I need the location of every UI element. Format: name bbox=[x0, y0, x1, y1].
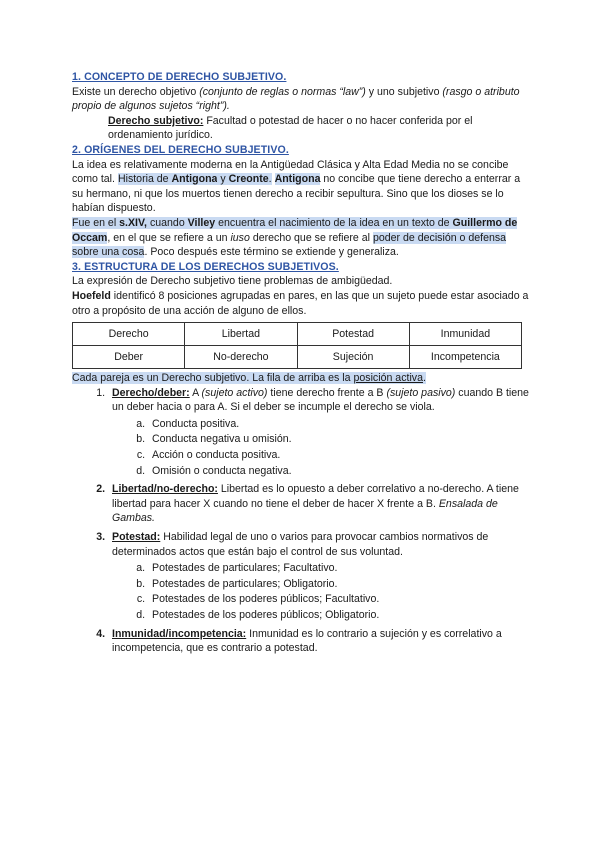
table-cell: Derecho bbox=[73, 323, 185, 346]
highlight-text: . bbox=[268, 173, 272, 186]
definition-term: Derecho subjetivo: bbox=[108, 114, 204, 127]
text-italic: (conjunto de reglas o normas “law”) bbox=[199, 85, 366, 98]
list-item bbox=[108, 530, 532, 623]
text: , en el que se refiere a un bbox=[107, 231, 231, 244]
text: Inmunidad es lo contrario a sujeción y es correlativo a incompetencia, que es contrario a potestad. bbox=[112, 627, 502, 655]
sub-list bbox=[112, 561, 532, 622]
table-row bbox=[73, 346, 522, 369]
text: tiene derecho frente a B bbox=[267, 386, 387, 399]
text: no concibe que tiene derecho a enterrar a su hermano, ni que los muertos tienen derecho a recibir sepultura. Sino que los dioses se lo habían dispuesto. bbox=[72, 173, 521, 215]
list-item bbox=[108, 386, 532, 479]
table-cell: No-derecho bbox=[185, 346, 297, 369]
highlight-bold-text: Antigona bbox=[274, 173, 321, 186]
section-3-heading: 3. ESTRUCTURA DE LOS DERECHOS SUBJETIVOS. bbox=[72, 260, 339, 273]
text: A bbox=[189, 386, 202, 399]
sub-list-item: d. Omisión o conducta negativa. bbox=[148, 464, 532, 479]
text: Libertad es lo opuesto a deber correlativo a no-derecho. A tiene libertad para hacer X cuando no tiene el deber de hacer X frente a B. bbox=[112, 483, 519, 510]
section-3-paragraph-1: La expresión de Derecho subjetivo tiene problemas de ambigüedad. bbox=[72, 275, 393, 288]
highlight-bold-text: Villey bbox=[187, 216, 216, 229]
table-cell: Libertad bbox=[185, 323, 297, 346]
text-italic: (rasgo o atributo propio de algunos sujetos “right”). bbox=[72, 85, 520, 113]
definition-text: Facultad o potestad de hacer o no hacer conferida por el ordenamiento jurídico. bbox=[108, 114, 473, 142]
text: cuando B tiene un deber hacia o para A. Si el deber se incumple el derecho se viola. bbox=[112, 386, 529, 414]
text-italic: (sujeto pasivo) bbox=[386, 386, 456, 399]
sub-list-item: a. Potestades de particulares; Facultativo. bbox=[148, 561, 532, 576]
table-cell: Potestad bbox=[297, 323, 409, 346]
highlight-text: poder de decisión o defensa sobre una cosa bbox=[72, 231, 507, 259]
text-italic: Ensalada de Gambas. bbox=[112, 497, 498, 525]
list-item bbox=[108, 482, 532, 526]
highlight-bold-text: Antigona bbox=[171, 173, 218, 186]
section-2-paragraph-1 bbox=[72, 158, 532, 216]
author-name: Hoefeld bbox=[72, 289, 111, 302]
sub-list bbox=[112, 417, 532, 478]
sub-list-item: c. Potestades de los poderes públicos; Facultativo. bbox=[148, 592, 532, 607]
text: Habilidad legal de uno o varios para provocar cambios normativos de determinados actos que están bajo el control de sus voluntad. bbox=[112, 531, 489, 558]
sub-list-item: a. Conducta positiva. bbox=[148, 417, 532, 432]
table-cell: Incompetencia bbox=[409, 346, 521, 369]
highlight-text: cuando bbox=[147, 216, 188, 229]
item-term: Inmunidad/incompetencia: bbox=[112, 627, 247, 640]
highlight-bold-text: Guillermo de Occam bbox=[72, 216, 518, 244]
sub-list-item: c. Acción o conducta positiva. bbox=[148, 448, 532, 463]
sub-list-item: b. Potestades de particulares; Obligatorio. bbox=[148, 577, 532, 592]
positions-list bbox=[72, 386, 532, 656]
section-1-paragraph bbox=[72, 85, 532, 114]
table-cell: Inmunidad bbox=[409, 323, 521, 346]
text: identificó 8 posiciones agrupadas en pares, en las que un sujeto puede estar asociado a otro a propósito de una acción de alguno de ellos. bbox=[72, 289, 529, 317]
section-2-paragraph-2 bbox=[72, 216, 532, 260]
highlight-text: Historia de bbox=[117, 173, 172, 186]
highlight-text: Cada pareja es un Derecho subjetivo. La fila de arriba es la bbox=[72, 372, 354, 385]
table-note bbox=[72, 371, 532, 386]
text: Existe un derecho objetivo bbox=[72, 85, 200, 98]
highlight-bold-text: s.XIV, bbox=[119, 216, 148, 229]
text-italic: (sujeto activo) bbox=[201, 386, 268, 399]
item-term: Derecho/deber: bbox=[112, 386, 190, 399]
item-term: Potestad: bbox=[112, 531, 161, 544]
section-1-heading: 1. CONCEPTO DE DERECHO SUBJETIVO. bbox=[72, 71, 287, 83]
section-3-paragraph-2 bbox=[72, 289, 532, 318]
list-item bbox=[108, 627, 532, 656]
document-page bbox=[72, 70, 532, 660]
highlight-text: Fue en el bbox=[72, 216, 120, 229]
highlight-bold-text: Creonte bbox=[228, 173, 269, 186]
text: y uno subjetivo bbox=[365, 85, 443, 98]
sub-list-item: d. Potestades de los poderes públicos; Obligatorio. bbox=[148, 608, 532, 623]
section-2-heading: 2. ORÍGENES DEL DERECHO SUBJETIVO. bbox=[72, 143, 289, 156]
table-row bbox=[73, 323, 522, 346]
item-term: Libertad/no-derecho: bbox=[112, 483, 218, 496]
highlight-text: y bbox=[217, 173, 229, 186]
text: La idea es relativamente moderna en la Antigüedad Clásica y Alta Edad Media no se concibe como tal. bbox=[72, 158, 509, 186]
definition-paragraph bbox=[72, 114, 532, 143]
highlight-underline-text: posición activa bbox=[353, 372, 423, 385]
text-italic: iuso bbox=[230, 231, 250, 244]
text: derecho que se refiere al bbox=[249, 231, 373, 244]
text: Poco después este término se extiende y generaliza. bbox=[147, 246, 399, 259]
text: . bbox=[144, 246, 148, 259]
positions-table bbox=[72, 322, 522, 369]
table-cell: Sujeción bbox=[297, 346, 409, 369]
highlight-text: . bbox=[423, 372, 426, 385]
highlight-text: encuentra el nacimiento de la idea en un texto de bbox=[215, 216, 453, 229]
table-cell: Deber bbox=[73, 346, 185, 369]
sub-list-item: b. Conducta negativa u omisión. bbox=[148, 432, 532, 447]
